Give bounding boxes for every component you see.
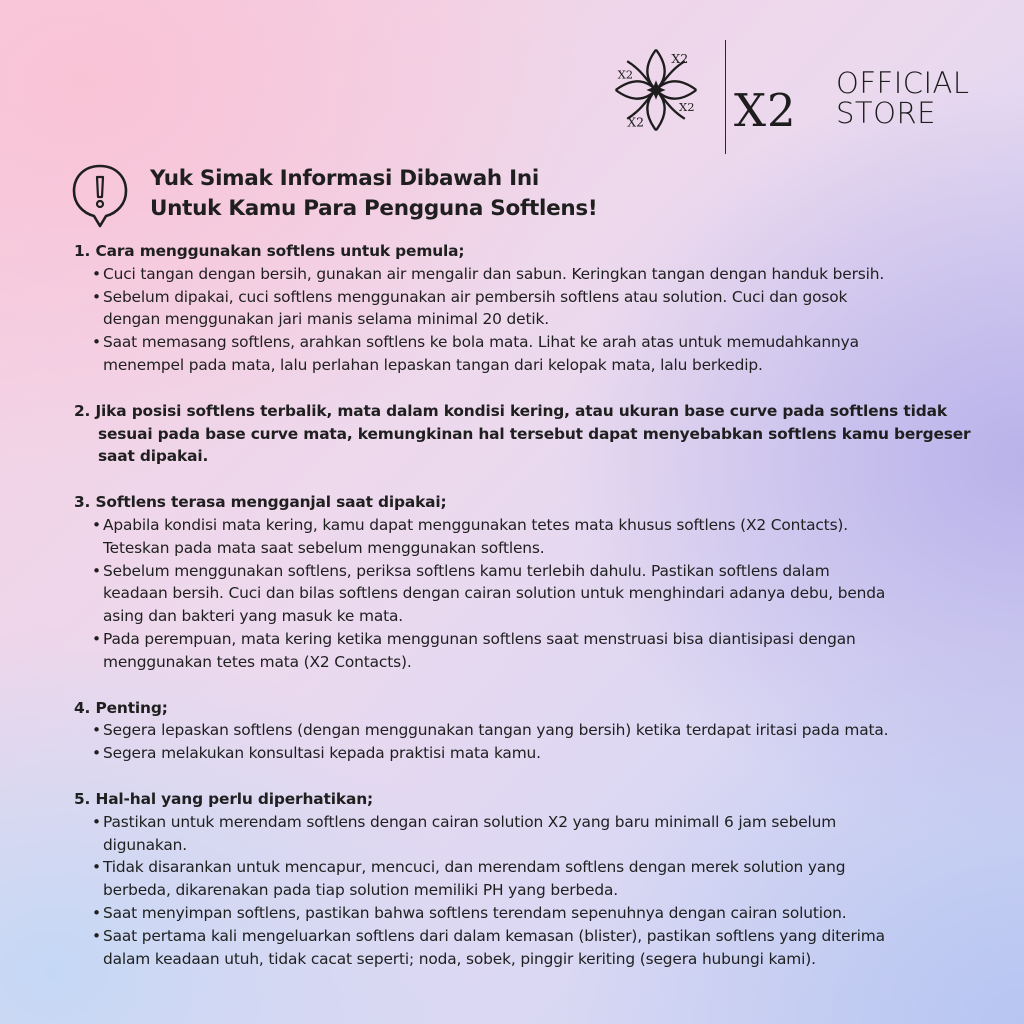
list-item bbox=[74, 514, 974, 560]
list-item-line: • Segera lepaskan softlens (dengan menggunakan tangan yang bersih) ketika terdapat iritasi pada mata. bbox=[103, 721, 889, 740]
heading-line-1: Yuk Simak Informasi Dibawah Ini bbox=[150, 166, 539, 191]
list-item bbox=[74, 719, 974, 742]
heading-line-2: Untuk Kamu Para Pengguna Softlens! bbox=[150, 196, 598, 221]
list-item-line: menempel pada mata, lalu perlahan lepaskan tangan dari kelopak mata, lalu berkedip. bbox=[103, 355, 763, 374]
list-item-line: dengan menggunakan jari manis selama minimal 20 detik. bbox=[103, 310, 549, 329]
svg-text:X2: X2 bbox=[671, 51, 689, 67]
alert-speech-bubble-icon bbox=[70, 160, 130, 232]
list-item-line: • Pada perempuan, mata kering ketika menggunan softlens saat menstruasi bisa diantisipasi dengan bbox=[103, 629, 856, 648]
list-item bbox=[74, 331, 974, 377]
section-title: 1. Cara menggunakan softlens untuk pemula; bbox=[74, 242, 465, 260]
brand-store-line1: OFFICIAL bbox=[836, 66, 970, 100]
list-item-line: • Saat menyimpan softlens, pastikan bahwa softlens terendam sepenuhnya dengan cairan solution. bbox=[103, 903, 847, 922]
list-item bbox=[74, 925, 974, 971]
svg-text:X2: X2 bbox=[627, 114, 645, 130]
list-item-line: dalam keadaan utuh, tidak cacat seperti; noda, sobek, pinggir keriting (segera hubungi kami). bbox=[103, 949, 816, 968]
section-title: 5. Hal-hal yang perlu diperhatikan; bbox=[74, 789, 374, 808]
list-item bbox=[74, 560, 974, 628]
info-content bbox=[74, 240, 974, 993]
list-item-line: • Cuci tangan dengan bersih, gunakan air mengalir dan sabun. Keringkan tangan dengan handuk bersih. bbox=[103, 264, 885, 283]
section-title-line: sesuai pada base curve mata, kemungkinan hal tersebut dapat menyebabkan softlens kamu bergeser bbox=[98, 424, 971, 443]
section-title-line: 2. Jika posisi softlens terbalik, mata dalam kondisi kering, atau ukuran base curve pada softlens tidak bbox=[74, 401, 947, 420]
list-item-line: • Tidak disarankan untuk mencapur, mencuci, dan merendam softlens dengan merek solution yang bbox=[103, 858, 846, 877]
brand-divider bbox=[725, 40, 726, 154]
svg-text:X2: X2 bbox=[679, 100, 695, 115]
section-title bbox=[74, 400, 974, 468]
section-title: 3. Softlens terasa mengganjal saat dipakai; bbox=[74, 493, 447, 512]
svg-text:X2: X2 bbox=[617, 67, 634, 82]
bullet-list bbox=[74, 263, 974, 377]
brand-header bbox=[608, 40, 988, 154]
section-5 bbox=[74, 788, 974, 970]
list-item-line: • Saat pertama kali mengeluarkan softlens dari dalam kemasan (blister), pastikan softlens yang diterima bbox=[103, 926, 885, 945]
list-item bbox=[74, 742, 974, 765]
list-item-line: berbeda, dikarenakan pada tiap solution memiliki PH yang berbeda. bbox=[103, 881, 619, 900]
brand-name: X2 bbox=[734, 84, 797, 137]
list-item-line: • Segera melakukan konsultasi kepada praktisi mata kamu. bbox=[103, 744, 541, 763]
list-item-line: asing dan bakteri yang masuk ke mata. bbox=[103, 607, 404, 626]
section-title-line: saat dipakai. bbox=[98, 447, 209, 466]
section-3 bbox=[74, 491, 974, 673]
brand-store-line2: STORE bbox=[836, 96, 936, 130]
list-item-line: • Sebelum menggunakan softlens, periksa softlens kamu terlebih dahulu. Pastikan softlens dalam bbox=[103, 561, 830, 580]
list-item-line: • Sebelum dipakai, cuci softlens menggunakan air pembersih softlens atau solution. Cuci dan gosok bbox=[103, 287, 848, 306]
list-item bbox=[74, 286, 974, 332]
list-item-line: • Apabila kondisi mata kering, kamu dapat menggunakan tetes mata khusus softlens (X2 Contacts). bbox=[103, 515, 849, 534]
list-item-line: • Pastikan untuk merendam softlens dengan cairan solution X2 yang baru minimall 6 jam sebelum bbox=[103, 812, 837, 831]
list-item-line: menggunakan tetes mata (X2 Contacts). bbox=[103, 652, 412, 671]
brand-store-label bbox=[836, 68, 970, 128]
list-item bbox=[74, 263, 974, 286]
page-heading bbox=[150, 164, 597, 224]
section-title: 4. Penting; bbox=[74, 698, 168, 717]
section-1 bbox=[74, 240, 974, 377]
list-item bbox=[74, 856, 974, 902]
list-item-line: Teteskan pada mata saat sebelum menggunakan softlens. bbox=[103, 538, 545, 557]
list-item-line: digunakan. bbox=[103, 835, 187, 854]
section-4 bbox=[74, 697, 974, 765]
x2-logo-icon bbox=[608, 40, 704, 140]
list-item bbox=[74, 902, 974, 925]
list-item-line: keadaan bersih. Cuci dan bilas softlens dengan cairan solution untuk menghindari adanya debu, benda bbox=[103, 584, 886, 603]
bullet-list bbox=[74, 719, 974, 765]
section-2 bbox=[74, 400, 974, 468]
list-item bbox=[74, 811, 974, 857]
list-item bbox=[74, 628, 974, 674]
list-item-line: • Saat memasang softlens, arahkan softlens ke bola mata. Lihat ke arah atas untuk memudahkannya bbox=[103, 333, 859, 352]
bullet-list bbox=[74, 811, 974, 971]
bullet-list bbox=[74, 514, 974, 674]
